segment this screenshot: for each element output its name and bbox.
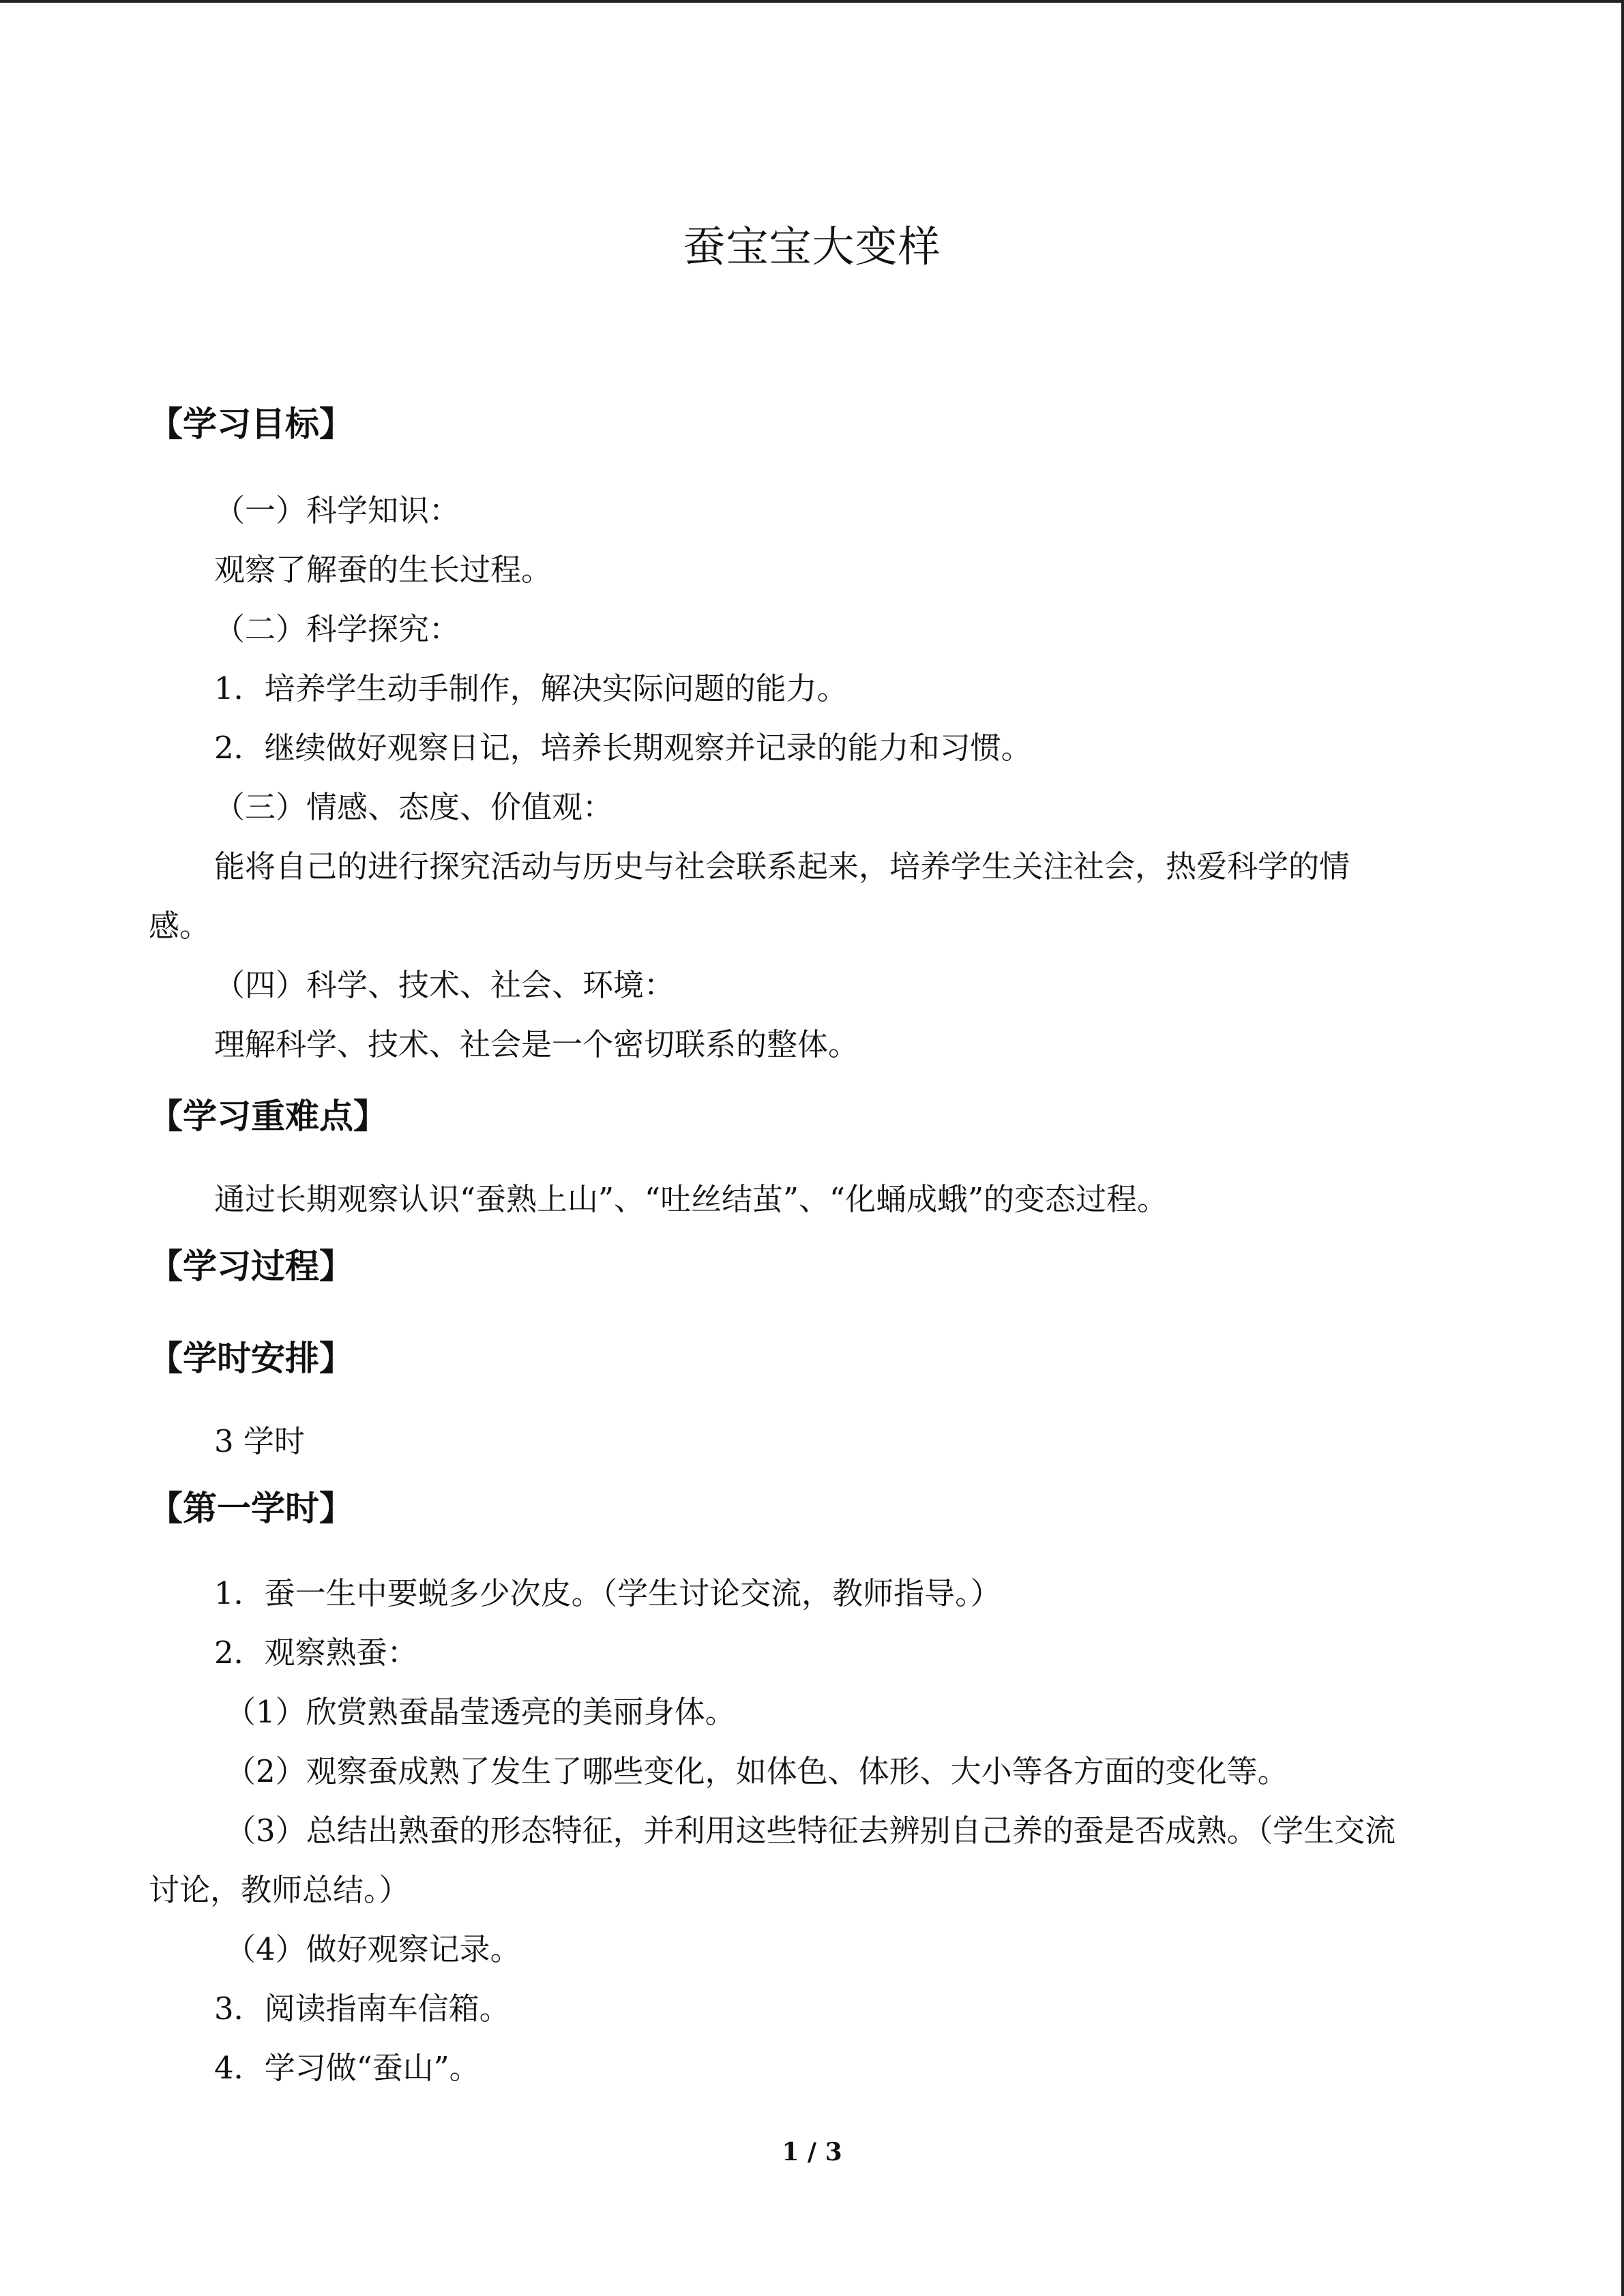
paragraph-text: 理解科学、技术、社会是一个密切联系的整体。 [214,1026,859,1062]
subheading-attitudes-values: （三）情感、态度、价值观： [214,789,614,825]
list-subitem: （2）观察蚕成熟了发生了哪些变化，如体色、体形、大小等各方面的变化等。 [225,1753,1288,1789]
list-subitem: （1）欣赏熟蚕晶莹透亮的美丽身体。 [225,1694,736,1730]
heading-class-hours: 【学时安排】 [149,1339,353,1378]
heading-learning-process: 【学习过程】 [149,1247,353,1286]
list-item: 2．观察熟蚕： [214,1635,418,1671]
list-subitem: （3）总结出熟蚕的形态特征，并利用这些特征去辨别自己养的蚕是否成熟。（学生交流 [225,1813,1396,1849]
list-subitem-continued: 讨论，教师总结。） [149,1872,410,1908]
paragraph-text: 能将自己的进行探究活动与历史与社会联系起来，培养学生关注社会，热爱科学的情 [214,848,1350,884]
list-item: 3．阅读指南车信箱。 [214,1991,510,2027]
subheading-science-inquiry: （二）科学探究： [214,611,460,647]
list-item: 2．继续做好观察日记，培养长期观察并记录的能力和习惯。 [214,730,1032,766]
document-title: 蚕宝宝大变样 [683,222,941,271]
paragraph-text: 通过长期观察认识“蚕熟上山”、“吐丝结茧”、“化蛹成蛾”的变态过程。 [214,1181,1168,1217]
subheading-sts-environment: （四）科学、技术、社会、环境： [214,967,675,1003]
list-item: 1．培养学生动手制作，解决实际问题的能力。 [214,670,848,706]
heading-first-class-hour: 【第一学时】 [149,1489,353,1528]
list-item: 4．学习做“蚕山”。 [214,2050,480,2086]
heading-learning-goals: 【学习目标】 [149,404,353,444]
subheading-science-knowledge: （一）科学知识： [214,492,460,528]
paragraph-text: 3 学时 [214,1423,305,1459]
paragraph-text-continued: 感。 [149,908,211,944]
page-number: 1 / 3 [782,2138,842,2166]
list-subitem: （4）做好观察记录。 [225,1931,521,1967]
heading-key-difficulties: 【学习重难点】 [149,1097,387,1136]
list-item: 1．蚕一生中要蜕多少次皮。（学生讨论交流，教师指导。） [214,1575,1001,1611]
paragraph-text: 观察了解蚕的生长过程。 [214,552,552,588]
